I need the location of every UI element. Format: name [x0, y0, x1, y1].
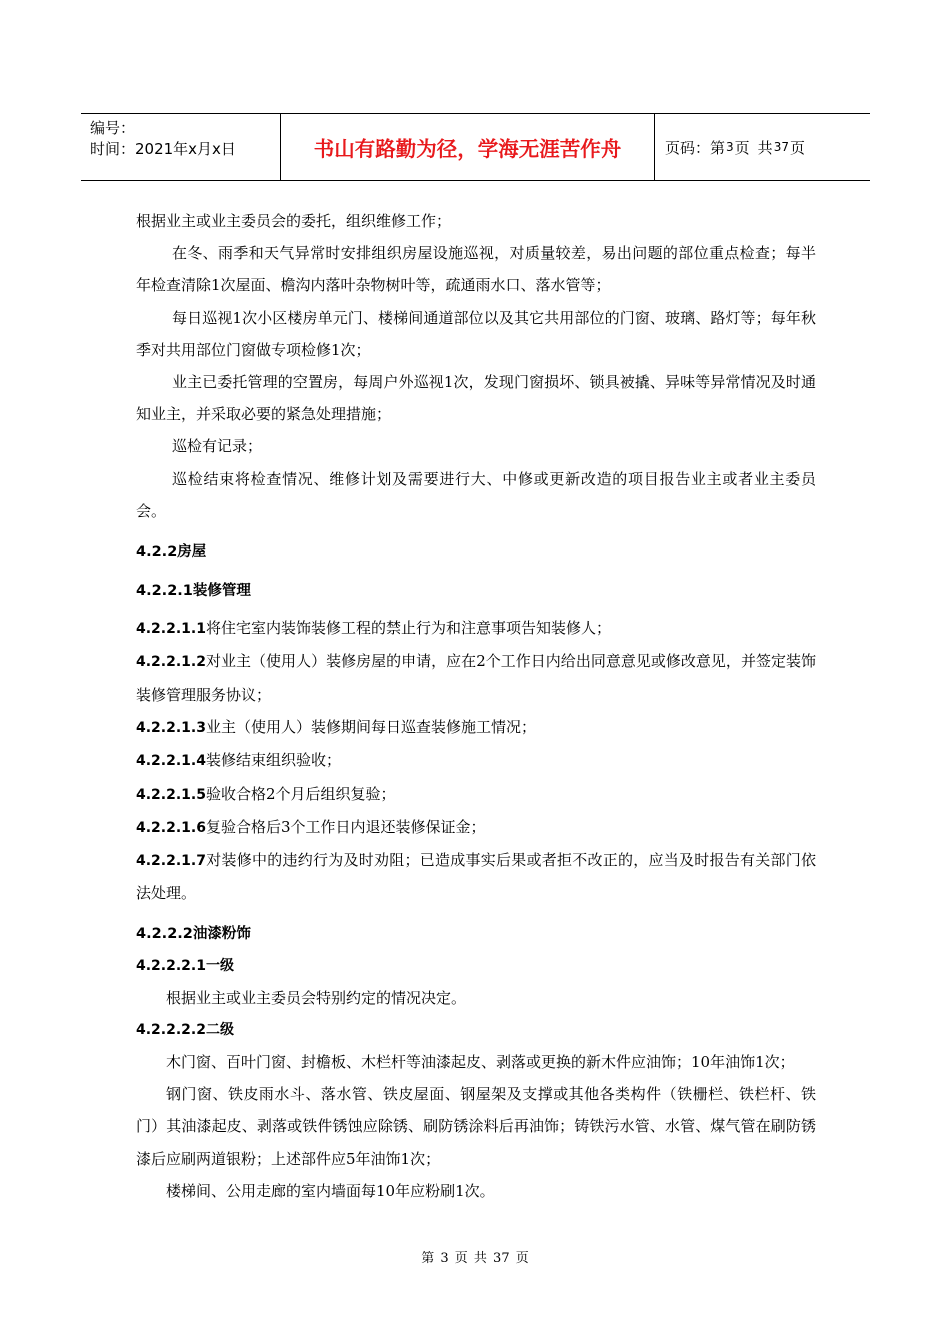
page-total: 37 — [773, 140, 789, 154]
page-footer: 第 3 页 共 37 页 — [421, 1251, 529, 1266]
paragraph-stairwell: 楼梯间、公用走廊的室内墙面每10年应粉刷1次。 — [166, 1181, 495, 1200]
page-prefix: 页码：第 — [665, 138, 726, 157]
document-body — [136, 205, 816, 1207]
document-header — [81, 113, 870, 181]
section-heading-decoration: 4.2.2.1装修管理 — [136, 583, 251, 600]
section-heading-level-two: 4.2.2.2.2二级 — [136, 1021, 234, 1038]
paragraph-inspection-record: 巡检有记录； — [172, 437, 263, 456]
section-heading-level-one: 4.2.2.2.1一级 — [136, 957, 234, 974]
paragraph-level-one: 根据业主或业主委员会特别约定的情况决定。 — [166, 988, 467, 1007]
paragraph-vacant-house: 业主已委托管理的空置房，每周户外巡视1次，发现门窗损坏、锁具被撬、异味等异常情况及时通知业主，并采取必要的紧急处理措施； — [136, 373, 816, 424]
paragraph-wood-parts: 木门窗、百叶门窗、封檐板、木栏杆等油漆起皮、剥落或更换的新木件应油饰；10年油饰1次； — [166, 1052, 795, 1071]
section-heading-house: 4.2.2房屋 — [136, 544, 207, 561]
code-label: 编号： — [90, 119, 136, 137]
paragraph-maintenance-entrust: 根据业主或业主委员会的委托，组织维修工作； — [136, 212, 452, 230]
paragraph-daily-patrol: 每日巡视1次小区楼房单元门、楼梯间通道部位以及其它共用部位的门窗、玻璃、路灯等；每年秋季对共用部位门窗做专项检修1次； — [136, 308, 816, 359]
list-item: 4.2.2.1.4装修结束组织验收； — [136, 751, 341, 770]
list-item: 4.2.2.1.3业主（使用人）装修期间每日巡查装修施工情况； — [136, 717, 536, 736]
list-item: 4.2.2.1.1将住宅室内装饰装修工程的禁止行为和注意事项告知装修人； — [136, 619, 611, 638]
page-suffix: 页 — [789, 138, 805, 157]
list-item: 4.2.2.1.6复验合格后3个工作日内退还装修保证金； — [136, 817, 486, 836]
page-total-prefix: 共 — [757, 138, 773, 157]
header-motto: 书山有路勤为径，学海无涯苦作舟 — [281, 114, 655, 180]
section-heading-painting: 4.2.2.2油漆粉饰 — [136, 925, 251, 942]
list-item: 4.2.2.1.5验收合格2个月后组织复验； — [136, 784, 396, 803]
header-page-info — [655, 114, 870, 180]
date-line: 时间：2021年x月x日 — [90, 140, 236, 158]
paragraph-seasonal-inspection: 在冬、雨季和天气异常时安排组织房屋设施巡视，对质量较差，易出问题的部位重点检查；每半年检查清除1次屋面、檐沟内落叶杂物树叶等，疏通雨水口、落水管等； — [136, 244, 816, 295]
page-mid: 页 — [734, 138, 750, 157]
page-current: 3 — [726, 140, 734, 154]
header-meta-cell — [81, 114, 281, 180]
list-item: 4.2.2.1.2对业主（使用人）装修房屋的申请，应在2个工作日内给出同意意见或修改意见，并签定装饰装修管理服务协议； — [136, 652, 816, 704]
paragraph-inspection-report: 巡检结束将检查情况、维修计划及需要进行大、中修或更新改造的项目报告业主或者业主委员会。 — [136, 469, 816, 520]
paragraph-steel-parts: 钢门窗、铁皮雨水斗、落水管、铁皮屋面、钢屋架及支撑或其他各类构件（铁栅栏、铁栏杆、铁门）其油漆起皮、剥落或铁件锈蚀应除锈、刷防锈涂料后再油饰；铸铁污水管、水管、煤气管在刷防锈漆后应刷两道银粉；上述部件应5年油饰1次； — [136, 1085, 816, 1168]
list-item: 4.2.2.1.7对装修中的违约行为及时劝阻；已造成事实后果或者拒不改正的，应当及时报告有关部门依法处理。 — [136, 851, 816, 903]
